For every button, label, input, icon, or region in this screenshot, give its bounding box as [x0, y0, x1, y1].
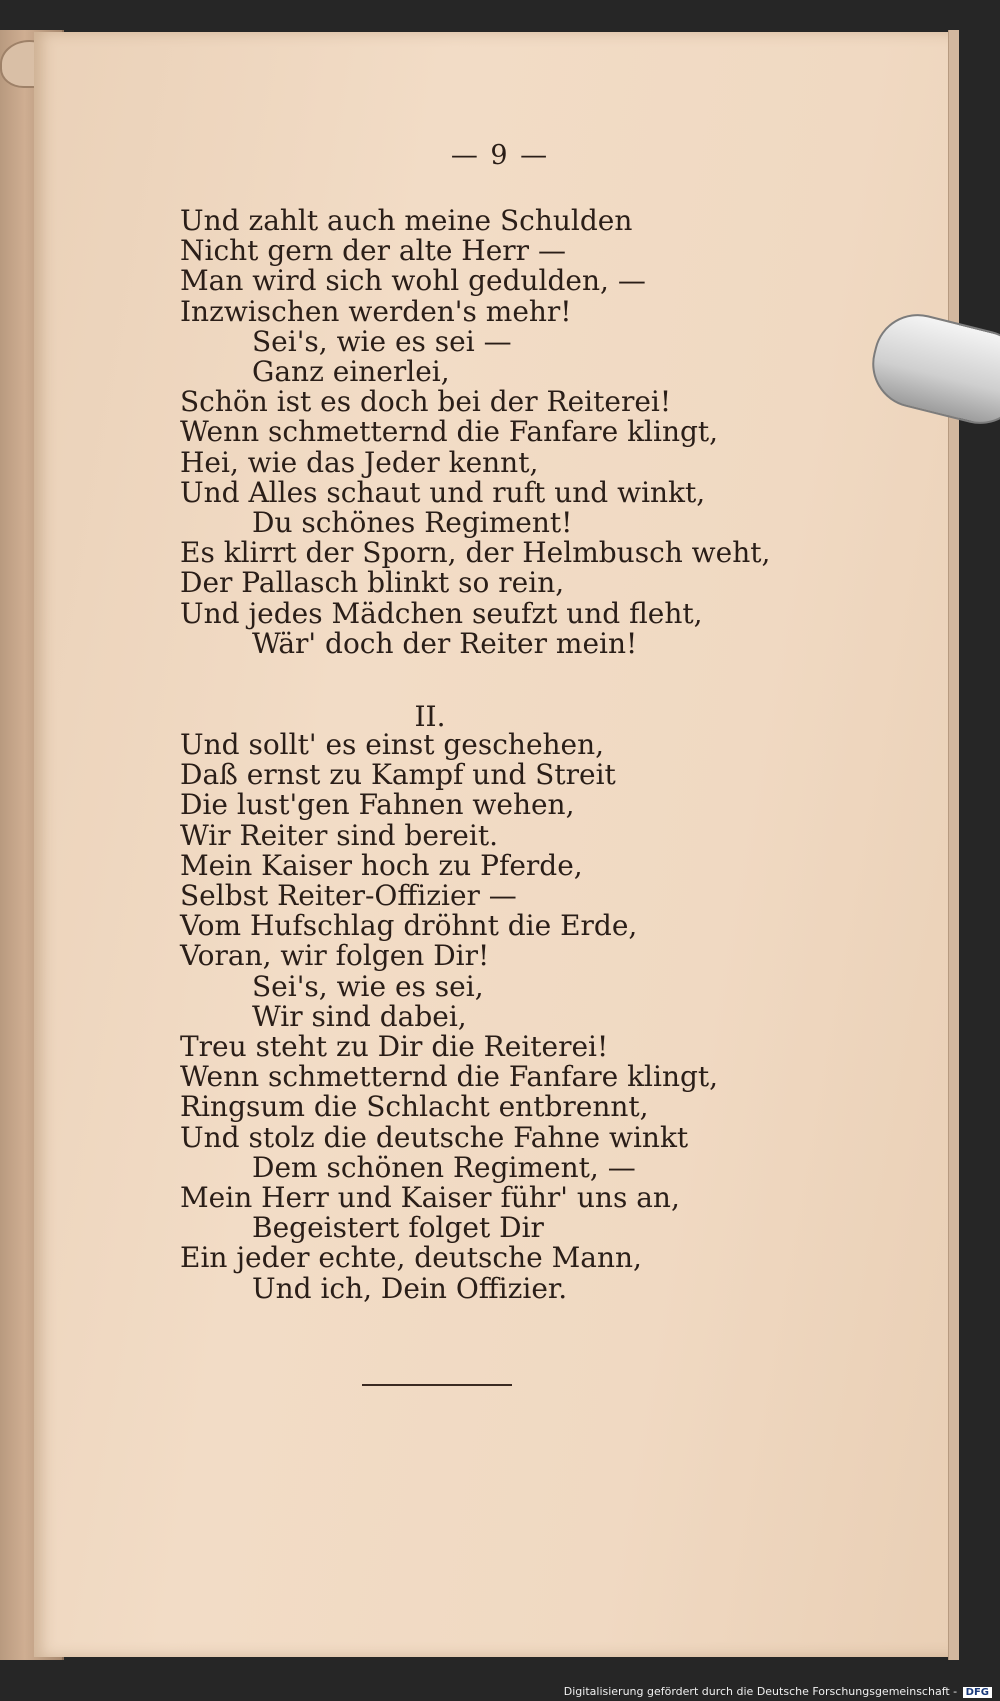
verse-line: Und zahlt auch meine Schulden [180, 204, 633, 237]
stanza-2 [180, 730, 900, 1304]
verse-line: Selbst Reiter-Offizier — [180, 879, 517, 913]
verse-line: Wenn schmetternd die Fanfare klingt, [180, 415, 719, 449]
verse-line: Ringsum die Schlacht entbrennt, [180, 1090, 649, 1124]
verse-line: Voran, wir folgen Dir! [180, 939, 490, 973]
verse-line: Begeistert folget Dir [252, 1211, 544, 1245]
verse-line: Und ich, Dein Offizier. [252, 1271, 568, 1305]
verse-line: Wär' doch der Reiter mein! [252, 626, 638, 660]
dfg-logo: DFG [963, 1687, 992, 1698]
verse-line: Mein Kaiser hoch zu Pferde, [180, 848, 583, 882]
verse-line: Wir Reiter sind bereit. [180, 818, 498, 852]
stanza-1 [180, 206, 900, 659]
verse-line: Mein Herr und Kaiser führ' uns an, [180, 1181, 680, 1215]
page-right-edge [948, 30, 959, 1660]
verse-line: Schön ist es doch bei der Reiterei! [180, 385, 672, 419]
verse-line: Es klirrt der Sporn, der Helmbusch weht, [180, 536, 771, 570]
verse-line: Die lust'gen Fahnen wehen, [180, 788, 575, 822]
verse-line: Inzwischen werden's mehr! [180, 294, 572, 328]
footer-text: Digitalisierung gefördert durch die Deutsche Forschungsgemeinschaft - [563, 1685, 958, 1698]
verse-line: Treu steht zu Dir die Reiterei! [180, 1030, 609, 1064]
end-rule [362, 1384, 512, 1386]
footer-credit [564, 1685, 992, 1698]
verse-line: Sei's, wie es sei, [252, 969, 484, 1003]
verse-line: Ganz einerlei, [252, 355, 450, 389]
verse-line: Und jedes Mädchen seufzt und fleht, [180, 596, 703, 630]
verse-line: Man wird sich wohl gedulden, — [180, 264, 646, 298]
verse-line: Und sollt' es einst geschehen, [180, 728, 605, 761]
verse-line: Daß ernst zu Kampf und Streit [180, 758, 616, 792]
verse-line: Wenn schmetternd die Fanfare klingt, [180, 1060, 719, 1094]
section-heading: II. [414, 700, 446, 733]
verse-line: Nicht gern der alte Herr — [180, 234, 566, 268]
verse-line: Wir sind dabei, [252, 999, 467, 1033]
verse-line: Und Alles schaut und ruft und winkt, [180, 475, 706, 509]
page-number: — 9 — [450, 140, 550, 171]
verse-line: Dem schönen Regiment, — [252, 1150, 636, 1184]
verse-line: Vom Hufschlag dröhnt die Erde, [180, 909, 638, 943]
verse-line: Der Pallasch blinkt so rein, [180, 566, 565, 600]
verse-line: Und stolz die deutsche Fahne winkt [180, 1120, 689, 1154]
verse-line: Du schönes Regiment! [252, 506, 573, 540]
verse-line: Hei, wie das Jeder kennt, [180, 445, 539, 479]
verse-line: Sei's, wie es sei — [252, 324, 512, 358]
verse-line: Ein jeder echte, deutsche Mann, [180, 1241, 642, 1275]
